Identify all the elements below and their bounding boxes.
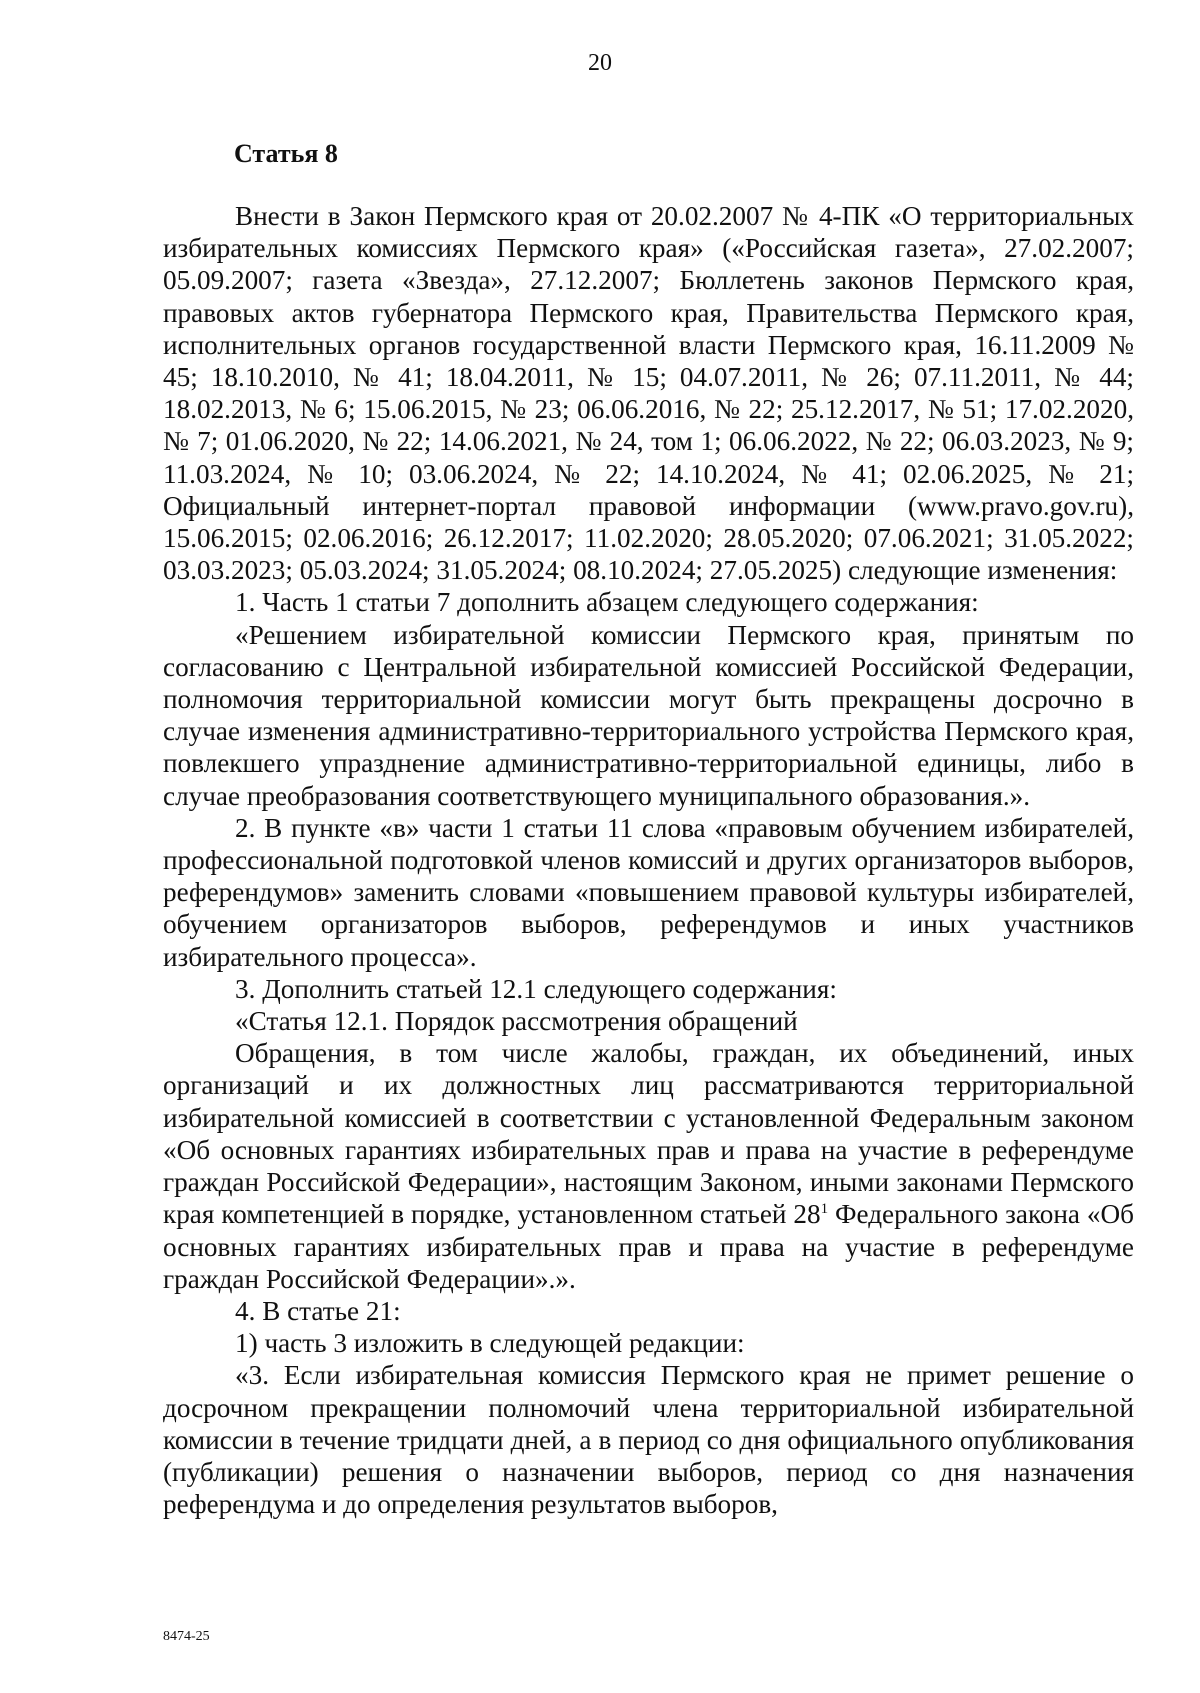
- page-number: 20: [588, 50, 612, 76]
- appeals-text-main: Обращения, в том числе жалобы, граждан, их объединений, иных организаций и их должностных лиц рассматриваются территориальной избирательной комиссией в соответствии с установленной Федеральным законом «Об основных гарантиях избирательных прав и права на участие в референдуме граждан Российской Федерации», настоящим Законом, иными законами Пермского края компетенцией в порядке, установленном статьей 28: [163, 1038, 1134, 1230]
- article-12-1-heading: «Статья 12.1. Порядок рассмотрения обращений: [235, 1006, 798, 1037]
- amendment-item-2: 2. В пункте «в» части 1 статьи 11 слова «правовым обучением избирателей, профессиональной подготовкой членов комиссий и других организаторов выборов, референдумов» заменить словами «повышением правовой культуры избирателей, обучением организаторов выборов, референдумов и иных участников избирательного процесса».: [163, 812, 1134, 972]
- footnote-superscript: 1: [820, 1201, 829, 1218]
- document-body: [163, 200, 1134, 1520]
- appeals-paragraph: [163, 1037, 1134, 1295]
- quoted-paragraph-part-3: «3. Если избирательная комиссия Пермского края не примет решение о досрочном прекращении полномочий члена территориальной избирательной комиссии в течение тридцати дней, а в период со дня официального опубликования (публикации) решения о назначении выборов, период со дня назначения референдума и до определения результатов выборов,: [163, 1360, 1134, 1520]
- amendment-item-3: 3. Дополнить статьей 12.1 следующего содержания:: [235, 973, 837, 1004]
- sub-item-1: 1) часть 3 изложить в следующей редакции:: [235, 1328, 745, 1359]
- intro-paragraph: Внести в Закон Пермского края от 20.02.2007 № 4-ПК «О территориальных избирательных комиссиях Пермского края» («Российская газета», 27.02.2007; 05.09.2007; газета «Звезда», 27.12.2007; Бюллетень законов Пермского края, правовых актов губернатора Пермского края, Правительства Пермского края, исполнительных органов государственной власти Пермского края, 16.11.2009 № 45; 18.10.2010, № 41; 18.04.2011, № 15; 04.07.2011, № 26; 07.11.2011, № 44; 18.02.2013, № 6; 15.06.2015, № 23; 06.06.2016, № 22; 25.12.2017, № 51; 17.02.2020, № 7; 01.06.2020, № 22; 14.06.2021, № 24, том 1; 06.06.2022, № 22; 06.03.2023, № 9; 11.03.2024, № 10; 03.06.2024, № 22; 14.10.2024, № 41; 02.06.2025, № 21; Официальный интернет-портал правовой информации (www.pravo.gov.ru), 15.06.2015; 02.06.2016; 26.12.2017; 11.02.2020; 28.05.2020; 07.06.2021; 31.05.2022; 03.03.2023; 05.03.2024; 31.05.2024; 08.10.2024; 27.05.2025) следующие изменения:: [163, 201, 1134, 586]
- document-code: 8474-25: [163, 1629, 210, 1644]
- amendment-item-1: 1. Часть 1 статьи 7 дополнить абзацем следующего содержания:: [235, 587, 979, 618]
- amendment-item-4: 4. В статье 21:: [235, 1295, 401, 1326]
- article-title: Статья 8: [234, 139, 338, 168]
- appeals-text-end: Федерального закона «Об основных гарантиях избирательных прав и права на участие в референдуме граждан Российской Федерации».».: [163, 1199, 1134, 1294]
- quoted-paragraph-termination: «Решением избирательной комиссии Пермского края, принятым по согласованию с Центральной избирательной комиссией Российской Федерации, полномочия территориальной комиссии могут быть прекращены досрочно в случае изменения административно-территориального устройства Пермского края, повлекшего упразднение административно-территориальной единицы, либо в случае преобразования соответствующего муниципального образования.».: [163, 619, 1134, 811]
